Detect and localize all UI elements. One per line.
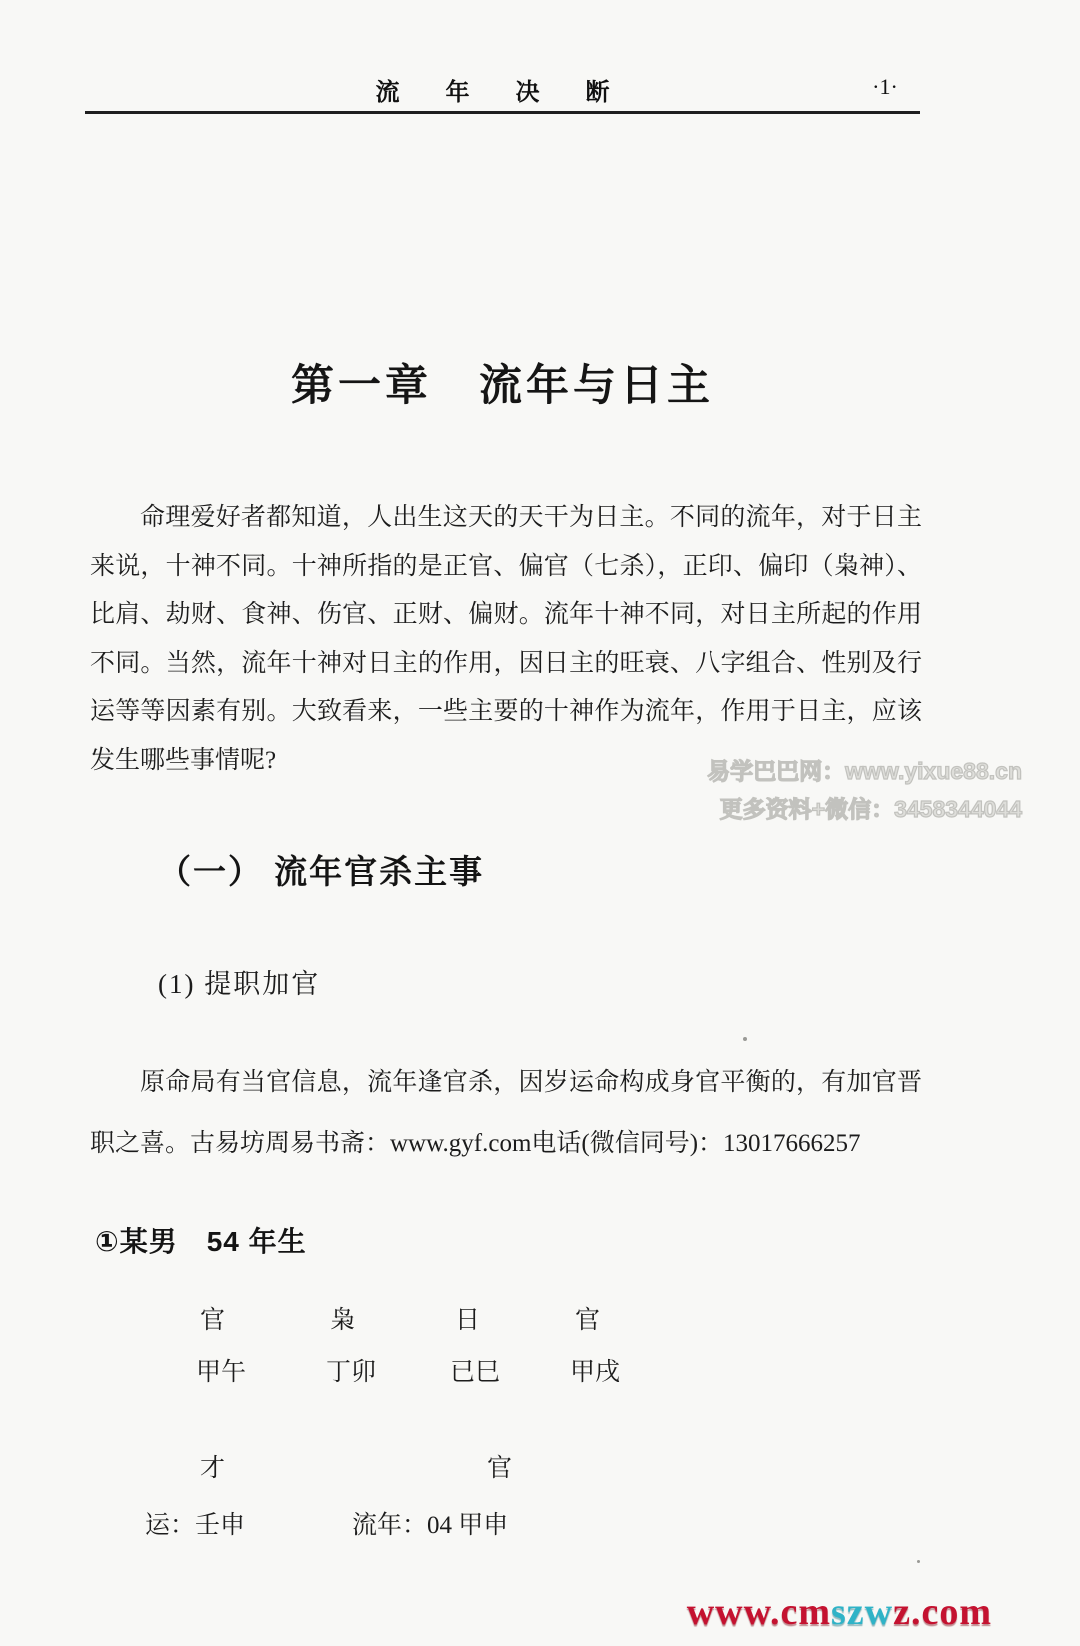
site-watermark [707,752,1022,828]
pillar-day: 已巳 [450,1359,501,1386]
body-line: 运等等因素有别。大致看来，一些主要的十神作为流年，作用于日主，应该 [90,698,922,725]
page-number: ·1· [872,74,898,99]
bazi-gods-row [0,1300,1080,1334]
body-line: 不同。当然，流年十神对日主的作用，因日主的旺衰、八字组合、性别及行 [90,649,922,677]
body-line: 职之喜。古易坊周易书斋：www.gyf.com电话(微信同号)：13017666257 [90,1130,861,1157]
god-month: 枭 [330,1307,356,1334]
footer-url-segment: z.com [893,1591,992,1633]
body-line: 命理爱好者都知道，人出生这天的天干为日主。不同的流年，对于日主 [140,504,922,531]
footer-site-url [687,1590,992,1634]
pillar-year: 甲午 [196,1359,247,1386]
pillar-hour: 甲戌 [570,1359,621,1386]
scan-speck [917,1560,920,1563]
subsection-heading: (1) 提职加官 [158,969,321,999]
body-line: 来说，十神不同。十神所指的是正官、偏官（七杀），正印、偏印（枭神）、 [90,552,922,580]
bazi-pillars-row [0,1352,1080,1386]
luck-gods-row [0,1448,1080,1482]
god-day: 日 [455,1307,481,1334]
luck-pillar-row [0,1505,1080,1539]
footer-url-segment: www.cm [686,1591,831,1633]
body-line: 原命局有当官信息，流年逢官杀，因岁运命构成身官平衡的，有加官晋 [140,1069,922,1096]
section-heading: （一） 流年官杀主事 [158,853,485,890]
body-line: 比肩、劫财、食神、伤官、正财、偏财。流年十神不同，对日主所起的作用 [90,601,922,628]
intro-paragraph [90,494,922,785]
pillar-month: 丁卯 [326,1359,377,1386]
watermark-line: 易学巴巴网：www.yixue88.cn [707,758,1022,784]
dayun-label: 运：壬申 [145,1512,246,1539]
rule-paragraph [90,1052,922,1174]
header-divider [85,111,920,114]
example-case-title: ①某男 54 年生 [95,1226,307,1257]
watermark-line: 更多资料+微信：3458344044 [719,796,1022,822]
god-year: 官 [200,1307,226,1334]
scan-speck [743,1037,747,1041]
luck-god-dayun: 才 [200,1455,226,1482]
body-line: 发生哪些事情呢? [90,746,277,774]
luck-god-liunian: 官 [487,1455,513,1482]
running-header-title: 流 年 决 断 [375,80,630,106]
footer-url-segment: szw [831,1591,894,1633]
god-hour: 官 [575,1307,601,1334]
chapter-title: 第一章 流年与日主 [291,362,714,410]
liunian-label: 流年：04 甲申 [352,1512,509,1539]
